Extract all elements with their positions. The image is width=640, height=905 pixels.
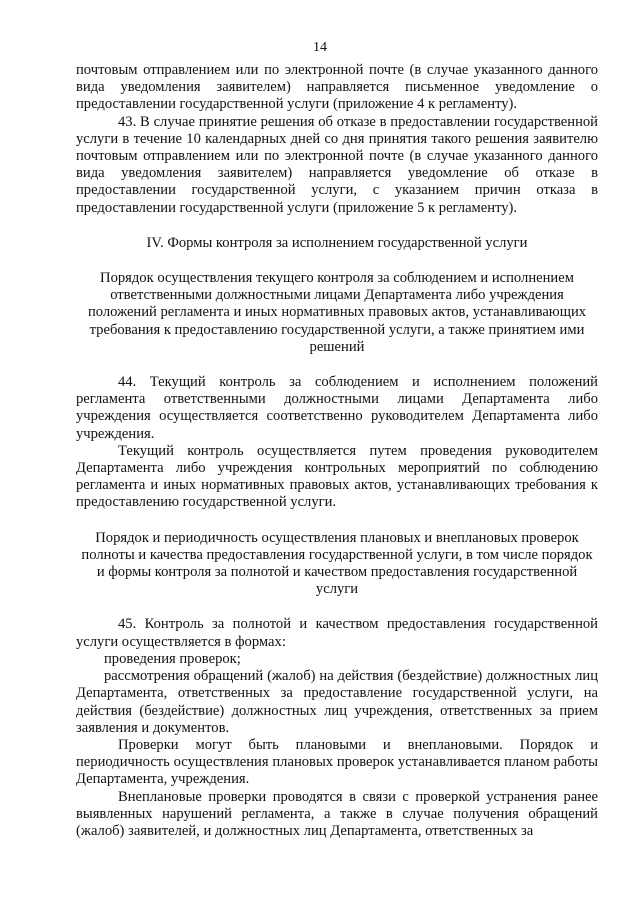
- document-body: [76, 62, 598, 840]
- subsection-heading-inspections: Порядок и периодичность осуществления плановых и внеплановых проверок полноты и качества предоставления государственной услуги, в том числе порядок и формы контроля за полнотой и качеством предоставления государственной услуги: [81, 529, 593, 598]
- page-number: 14: [313, 40, 327, 55]
- paragraph-44: 44. Текущий контроль за соблюдением и исполнением положений регламента ответственными должностными лицами Департамента либо учреждения осуществляется соответственно руководителем Департамента либо учреждения.: [76, 374, 598, 442]
- list-item: рассмотрения обращений (жалоб) на действия (бездействие) должностных лиц Департамента, ответственных за предоставление государственной услуги, на действия (бездействие) должностных лиц учреждения, ответственных за прием заявления и документов.: [76, 668, 598, 736]
- paragraph-43: 43. В случае принятие решения об отказе в предоставлении государственной услуги в течение 10 календарных дней со дня принятия такого решения заявителю почтовым отправлением или по электронной почте (в случае указанного данного вида уведомления заявителем) направляется уведомление об отказе в предоставлении государственной услуги, с указанием причин отказа в предоставлении государственной услуги (приложение 5 к регламенту).: [76, 113, 598, 216]
- paragraph: Проверки могут быть плановыми и внеплановыми. Порядок и периодичность осуществления плановых проверок устанавливается планом работы Департамента, учреждения.: [76, 736, 598, 788]
- paragraph: Внеплановые проверки проводятся в связи с проверкой устранения ранее выявленных нарушений регламента, а также в случае получения обращений (жалоб) заявителей, и должностных лиц Департамента, ответственных за: [76, 788, 598, 839]
- list-item: проведения проверок;: [104, 650, 241, 667]
- paragraph: почтовым отправлением или по электронной почте (в случае указанного данного вида уведомления заявителем) направляется письменное уведомление о предоставлении государственной услуги (приложение 4 к регламенту).: [76, 62, 598, 113]
- subsection-heading-current-control: Порядок осуществления текущего контроля за соблюдением и исполнением ответственными должностными лицами Департамента либо учреждения положений регламента и иных нормативных правовых актов, устанавливающих требования к предоставлению государственной услуги, а также принятием ими решений: [87, 270, 587, 355]
- section-heading-iv: IV. Формы контроля за исполнением государственной услуги: [146, 234, 528, 251]
- paragraph: Текущий контроль осуществляется путем проведения руководителем Департамента либо учреждения контрольных мероприятий по соблюдению регламента и иных нормативных правовых актов, устанавливающих требования к предоставлению государственной услуги.: [76, 442, 598, 511]
- paragraph-45: 45. Контроль за полнотой и качеством предоставления государственной услуги осуществляется в формах:: [76, 616, 598, 650]
